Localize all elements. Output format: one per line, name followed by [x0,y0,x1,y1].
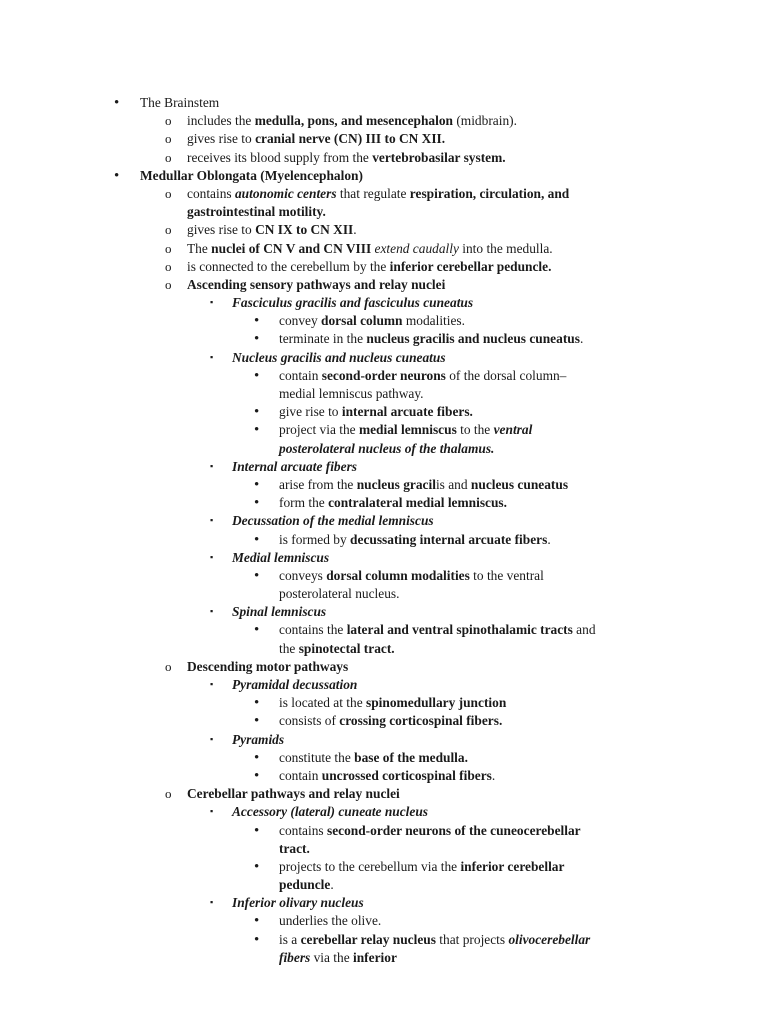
hollow-circle-bullet-icon: o [165,786,172,802]
outline-item-level-3 [0,712,768,730]
outline-item-text [232,603,326,621]
text-run: peduncle [279,877,331,893]
text-run: autonomic centers [234,185,337,201]
text-run: nucleus gracil [356,476,436,492]
outline-item-text [279,694,506,712]
bullet-icon: • [254,622,260,639]
hollow-circle-bullet-icon: o [165,185,172,201]
square-bullet-icon: ▪ [210,515,214,526]
text-run: includes the [187,113,255,129]
text-run: . [353,222,357,238]
square-bullet-icon: ▪ [210,606,214,617]
text-run: . [579,331,584,347]
outline-item-text [279,712,502,730]
outline-item-text [187,221,357,239]
text-run: dorsal column modalities [326,567,470,583]
outline-item-level-1 [0,276,768,294]
text-run: (midbrain). [452,113,517,129]
text-run: Cerebellar pathways and relay nuclei [187,786,400,802]
text-run: is connected to the cerebellum by the [187,258,390,274]
text-run: inferior cerebellar peduncle. [389,258,552,274]
outline-item-level-1 [0,785,768,803]
hollow-circle-bullet-icon: o [165,276,172,292]
text-run: inferior cerebellar [460,858,565,874]
text-run: Spinal lemniscus [232,604,327,620]
text-run: gives rise to [187,131,256,147]
text-run: to the [456,422,494,438]
text-run: Descending motor pathways [187,658,349,674]
outline-item-level-3 [0,640,768,658]
text-run: spinomedullary junction [366,695,507,711]
outline-item-text [279,403,473,421]
outline-item-text [279,822,581,840]
text-run: form the [279,495,329,511]
outline-item-text [232,676,357,694]
bullet-icon: • [254,422,260,439]
text-run: posterolateral nucleus. [279,586,400,602]
outline-item-level-1 [0,203,768,221]
outline-item-level-3 [0,385,768,403]
text-run: uncrossed corticospinal fibers [321,767,492,783]
bullet-icon: • [254,695,260,712]
text-run: conveys [279,567,327,583]
text-run: lateral and ventral spinothalamic tracts [346,622,573,638]
outline-item-level-3 [0,876,768,894]
bullet-icon: • [254,858,260,875]
bullet-icon: • [254,822,260,839]
outline-item-level-2 [0,349,768,367]
outline-item-text [279,621,596,639]
outline-item-text [279,567,544,585]
outline-item-text [279,494,507,512]
square-bullet-icon: ▪ [210,897,214,908]
outline-item-level-1 [0,221,768,239]
outline-item-text [279,767,495,785]
text-run: extend caudally [374,240,459,256]
text-run: nuclei of CN V and CN VIII [211,240,372,256]
text-run: . [547,531,551,547]
text-run: base of the medulla. [354,749,468,765]
outline-item-level-3 [0,858,768,876]
text-run: receives its blood supply from the [187,149,373,165]
text-run: contains [187,185,235,201]
outline-item-level-3 [0,749,768,767]
outline-item-level-2 [0,676,768,694]
text-run: spinotectal tract. [298,640,395,656]
text-run: that projects [435,931,509,947]
outline-item-text [187,203,326,221]
outline-item-level-3 [0,567,768,585]
outline-item-text [187,785,400,803]
text-run: medial lemniscus [358,422,457,438]
outline-item-text [279,749,468,767]
text-run: project via the [279,422,359,438]
text-run: contains the [279,622,347,638]
text-run: Nucleus gracilis and nucleus cuneatus [232,349,446,365]
text-run: tract. [279,840,310,856]
outline-item-level-1 [0,185,768,203]
text-run: gives rise to [187,222,256,238]
bullet-icon: • [254,931,260,948]
outline-item-text [187,240,553,258]
outline-item-text [232,894,364,912]
outline-item-level-3 [0,403,768,421]
outline-item-text [140,167,363,185]
outline-item-text [279,330,583,348]
bullet-icon: • [254,567,260,584]
bullet-icon: • [114,167,120,184]
outline-item-text [279,912,381,930]
bullet-icon: • [254,749,260,766]
outline-item-level-2 [0,512,768,530]
square-bullet-icon: ▪ [210,351,214,362]
text-run: Medial lemniscus [232,549,330,565]
hollow-circle-bullet-icon: o [165,149,172,165]
outline-item-level-3 [0,312,768,330]
text-run: crossing corticospinal fibers. [339,713,503,729]
text-run: that regulate [336,185,410,201]
text-run: . [491,767,496,783]
outline-item-level-3 [0,767,768,785]
text-run: is a [279,931,301,947]
text-run: Medullar Oblongata (Myelencephalon) [140,167,363,183]
outline-item-level-3 [0,421,768,439]
outline-item-level-3 [0,585,768,603]
text-run: Fasciculus gracilis and fasciculus cuneatus [232,295,474,311]
outline-item-text [187,112,517,130]
outline-item-text [187,185,569,203]
text-run: consists of [279,713,340,729]
bullet-icon: • [254,495,260,512]
outline-item-text [232,294,473,312]
text-run: is and [435,476,471,492]
outline-item-level-0 [0,167,768,185]
outline-item-text [279,385,424,403]
outline-item-level-3 [0,949,768,967]
outline-item-text [187,130,445,148]
text-run: nucleus cuneatus [470,476,569,492]
text-run: fibers [279,949,311,965]
outline-item-text [232,458,357,476]
bullet-icon: • [254,313,260,330]
outline-item-text [187,258,551,276]
bullet-icon: • [254,531,260,548]
outline-item-text [187,149,506,167]
outline-item-level-3 [0,330,768,348]
text-run: ventral [493,422,533,438]
outline-item-level-0 [0,94,768,112]
outline-item-level-1 [0,258,768,276]
square-bullet-icon: ▪ [210,297,214,308]
text-run: internal arcuate fibers. [341,404,473,420]
text-run: the [279,640,299,656]
text-run: medial lemniscus pathway. [279,386,424,401]
text-run: dorsal column [321,313,403,329]
text-run: decussating internal arcuate fibers [350,531,548,547]
outline-item-level-3 [0,531,768,549]
text-run: constitute the [279,749,355,765]
document-page [0,94,768,967]
outline-item-level-1 [0,658,768,676]
text-run: into the medulla. [458,240,553,256]
text-run: second-order neurons of the cuneocerebellar [326,822,581,838]
outline-item-text [140,94,219,112]
outline-item-text [279,421,532,439]
bullet-icon: • [254,331,260,348]
outline-item-text [279,876,334,894]
outline-item-text [279,531,551,549]
text-run: contralateral medial lemniscus. [328,495,507,511]
text-run: is located at the [279,695,367,711]
text-run: contains [279,822,327,838]
text-run: gastrointestinal motility. [187,204,326,220]
outline-item-text [279,585,399,603]
outline-item-level-3 [0,912,768,930]
outline-item-level-3 [0,476,768,494]
text-run: convey [279,313,322,329]
text-run: cranial nerve (CN) III to CN XII. [255,131,446,147]
outline-item-text [232,549,329,567]
outline-item-text [279,931,590,949]
outline-item-level-3 [0,621,768,639]
outline-item-text [187,658,348,676]
text-run: CN IX to CN XII [255,222,354,238]
text-run: second-order neurons [321,367,446,383]
bullet-icon: • [254,476,260,493]
outline-item-level-2 [0,731,768,749]
text-run: Pyramidal decussation [232,677,358,692]
text-run: Inferior olivary nucleus [232,895,364,911]
hollow-circle-bullet-icon: o [165,658,172,674]
outline-item-text [279,312,465,330]
bullet-icon: • [254,367,260,384]
outline-item-level-3 [0,931,768,949]
square-bullet-icon: ▪ [210,679,214,689]
outline-item-text [279,367,566,385]
text-run: terminate in the [279,331,367,347]
text-run: and [572,622,596,638]
outline-item-level-3 [0,840,768,858]
bullet-icon: • [254,767,260,784]
bullet-icon: • [254,713,260,730]
text-run: The Brainstem [140,95,220,110]
text-run: underlies the olive. [279,913,382,929]
text-run: contain [279,767,322,783]
outline-item-level-2 [0,603,768,621]
hollow-circle-bullet-icon: o [165,113,172,129]
text-run: inferior [353,949,397,965]
outline-item-text [279,840,310,858]
text-run: The [187,240,212,256]
bullet-icon: • [254,913,260,930]
outline-item-level-3 [0,367,768,385]
text-run: cerebellar relay nucleus [300,931,436,947]
outline-item-text [279,440,494,458]
text-run: olivocerebellar [508,931,591,947]
text-run: of the dorsal column– [445,367,567,383]
outline-item-level-1 [0,112,768,130]
text-run: give rise to [279,404,342,420]
bullet-icon: • [254,404,260,421]
square-bullet-icon: ▪ [210,551,214,562]
hollow-circle-bullet-icon: o [165,131,172,147]
outline-item-text [232,512,434,530]
text-run: vertebrobasilar system. [372,149,506,165]
text-run: arise from the [279,476,357,492]
outline-item-level-2 [0,458,768,476]
square-bullet-icon: ▪ [210,733,214,744]
outline-item-level-2 [0,549,768,567]
text-run: to the ventral [469,567,544,583]
hollow-circle-bullet-icon: o [165,222,172,238]
outline-item-text [279,476,568,494]
outline-item-text [279,858,564,876]
outline-item-level-2 [0,894,768,912]
text-run: is formed by [279,531,351,547]
outline-item-level-3 [0,822,768,840]
outline-item-text [187,276,445,294]
outline-item-level-3 [0,440,768,458]
text-run: Ascending sensory pathways and relay nuclei [187,276,446,292]
hollow-circle-bullet-icon: o [165,258,172,274]
text-run: medulla, pons, and mesencephalon [254,113,453,129]
outline-item-level-3 [0,694,768,712]
bullet-icon: • [114,95,120,111]
text-run: projects to the cerebellum via the [279,858,461,874]
outline-item-text [279,640,395,658]
text-run: contain [279,367,322,383]
text-run: Accessory (lateral) cuneate nucleus [232,804,429,820]
outline-item-level-3 [0,494,768,512]
outline-item-text [232,803,428,821]
text-run: respiration, circulation, and [409,185,570,201]
outline-item-text [232,349,446,367]
text-run: Internal arcuate fibers [232,458,357,474]
text-run: posterolateral nucleus of the thalamus. [279,440,495,456]
outline-item-level-1 [0,149,768,167]
hollow-circle-bullet-icon: o [165,240,172,256]
text-run: . [330,877,334,893]
outline-item-level-1 [0,240,768,258]
outline-item-level-1 [0,130,768,148]
outline-item-text [232,731,284,749]
square-bullet-icon: ▪ [210,806,214,817]
outline-item-level-2 [0,803,768,821]
text-run: Decussation of the medial lemniscus [232,513,434,529]
outline-item-text [279,949,397,967]
square-bullet-icon: ▪ [210,460,214,471]
text-run: via the [310,949,354,965]
outline-item-level-2 [0,294,768,312]
text-run: nucleus gracilis and nucleus cuneatus [366,331,580,347]
text-run: modalities. [402,313,465,329]
text-run: Pyramids [232,731,285,747]
